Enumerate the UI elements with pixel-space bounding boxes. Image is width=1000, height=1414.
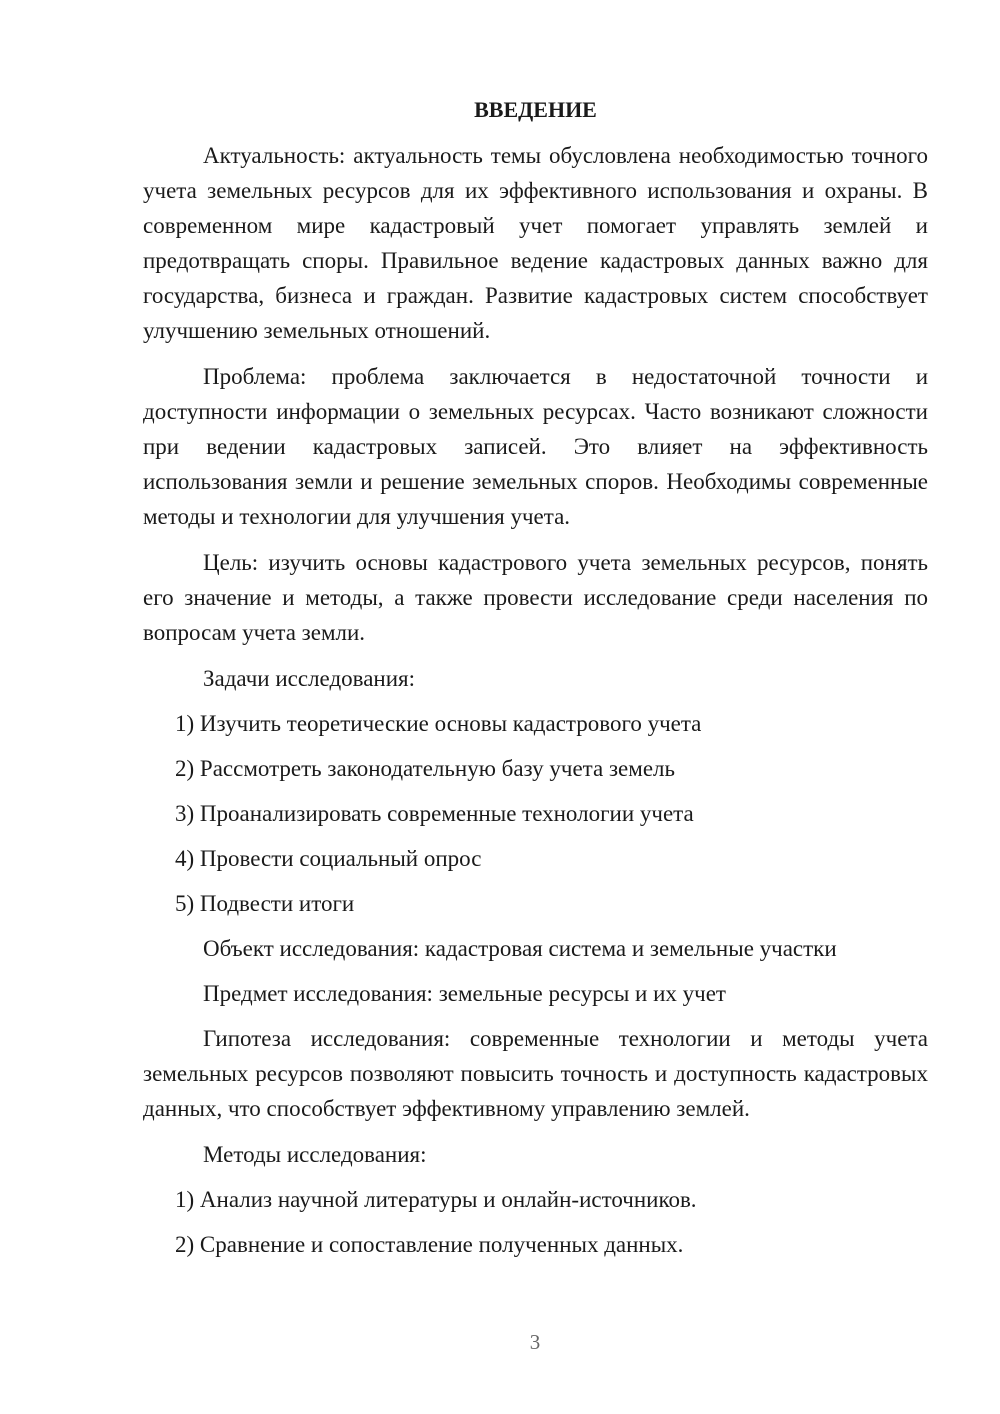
task-item: 3) Проанализировать современные технологии учета: [175, 801, 694, 826]
task-item: 1) Изучить теоретические основы кадастрового учета: [175, 711, 702, 736]
research-subject: Предмет исследования: земельные ресурсы и их учет: [203, 981, 726, 1006]
page-number: 3: [529, 1330, 541, 1354]
hypothesis-paragraph: Гипотеза исследования: современные технологии и методы учета земельных ресурсов позволяют повысить точность и доступность кадастровых данных, что способствует эффективному управлению землей.: [143, 1026, 928, 1121]
relevance-paragraph: Актуальность: актуальность темы обусловлена необходимостью точного учета земельных ресурсов для их эффективного использования и охраны. В современном мире кадастровый учет помогает управлять землей и предотвращать споры. Правильное ведение кадастровых данных важно для государства, бизнеса и граждан. Развитие кадастровых систем способствует улучшению земельных отношений.: [143, 143, 928, 343]
task-item: 5) Подвести итоги: [175, 891, 355, 916]
document-page: [143, 92, 928, 1272]
task-item: 4) Провести социальный опрос: [175, 846, 482, 871]
section-title: ВВЕДЕНИЕ: [474, 97, 597, 122]
task-item: 2) Рассмотреть законодательную базу учета земель: [175, 756, 675, 781]
method-item: 1) Анализ научной литературы и онлайн-источников.: [175, 1187, 697, 1212]
methods-heading: Методы исследования:: [203, 1142, 427, 1167]
tasks-heading: Задачи исследования:: [203, 666, 416, 691]
research-object: Объект исследования: кадастровая система и земельные участки: [203, 936, 837, 961]
problem-paragraph: Проблема: проблема заключается в недостаточной точности и доступности информации о земельных ресурсах. Часто возникают сложности при ведении кадастровых записей. Это влияет на эффективность использования земли и решение земельных споров. Необходимы современные методы и технологии для улучшения учета.: [143, 364, 928, 529]
goal-paragraph: Цель: изучить основы кадастрового учета земельных ресурсов, понять его значение и методы, а также провести исследование среди населения по вопросам учета земли.: [143, 550, 928, 645]
method-item: 2) Сравнение и сопоставление полученных данных.: [175, 1232, 684, 1257]
